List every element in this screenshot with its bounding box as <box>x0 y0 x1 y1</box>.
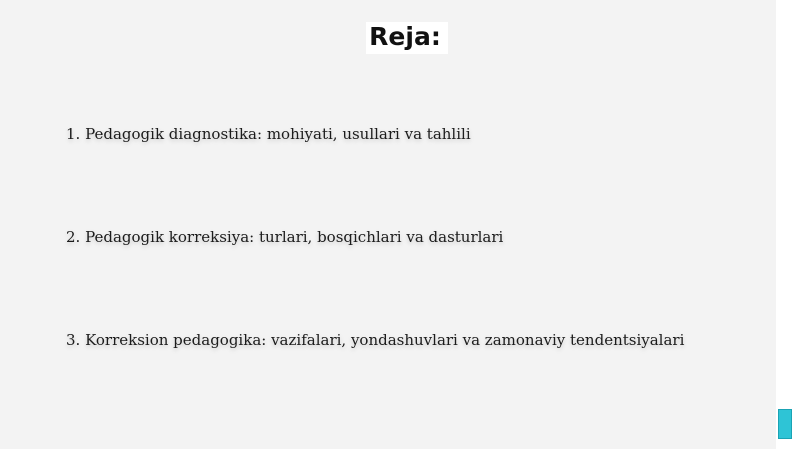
plan-item-2: 2. Pedagogik korreksiya: turlari, bosqichlari va dasturlari <box>66 228 504 246</box>
vertical-scrollbar[interactable] <box>776 0 800 449</box>
scrollbar-thumb[interactable] <box>778 409 792 439</box>
slide-title: Reja: <box>369 22 441 51</box>
plan-item-3: 3. Korreksion pedagogika: vazifalari, yondashuvlari va zamonaviy tendentsiyalari <box>66 331 685 349</box>
plan-item-1: 1. Pedagogik diagnostika: mohiyati, usullari va tahlili <box>66 125 471 143</box>
